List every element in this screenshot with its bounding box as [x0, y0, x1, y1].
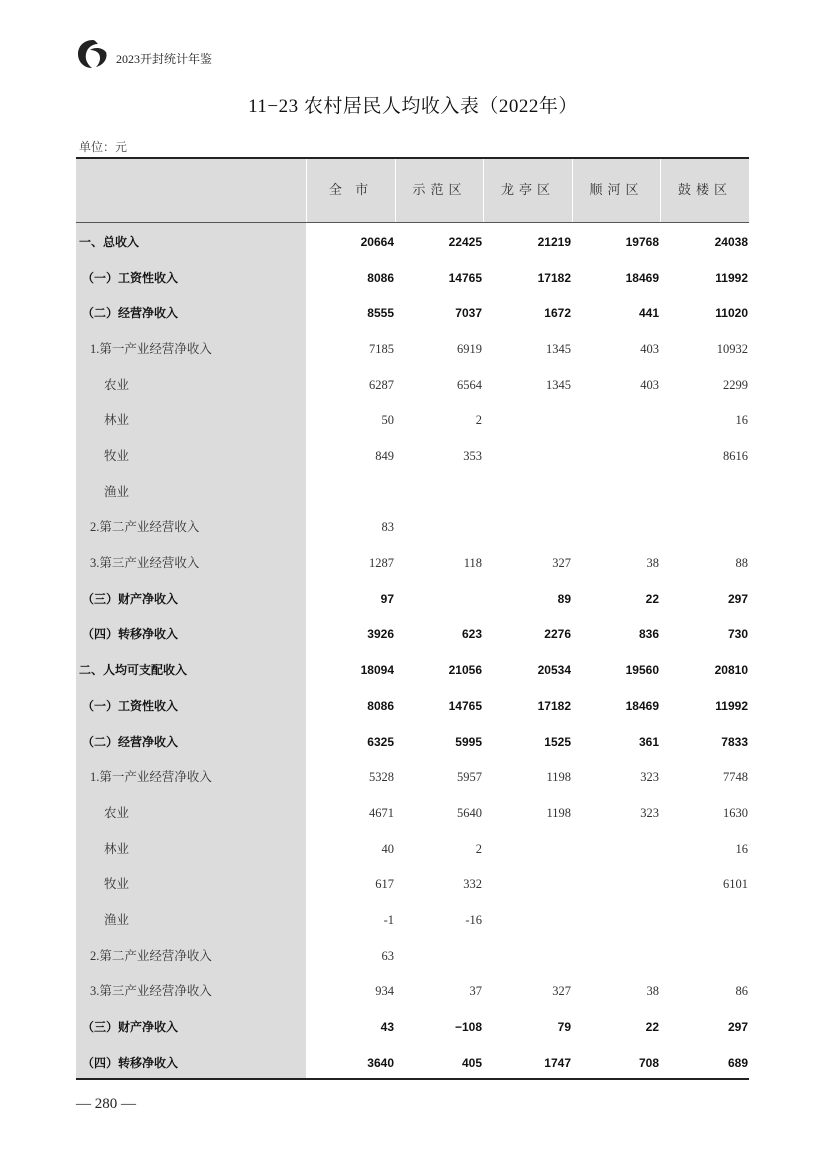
table-bottom-rule: [76, 1078, 749, 1080]
table-cell: 20534: [537, 663, 571, 678]
table-cell: 38: [646, 984, 659, 999]
row-label: 牧业: [104, 877, 130, 892]
table-cell: 22: [645, 591, 659, 606]
column-header-gulouqu: 鼓楼区: [677, 182, 732, 197]
table-cell: 2: [475, 413, 482, 428]
row-label: 1.第一产业经营净收入: [90, 770, 212, 785]
table-cell: 118: [463, 556, 482, 571]
table-cell: 8555: [367, 306, 394, 321]
table-header-rule: [76, 222, 749, 223]
table-row: [76, 268, 749, 288]
table-cell: 43: [380, 1019, 394, 1034]
row-label-column-background: [76, 158, 306, 1078]
table-cell: 19560: [625, 663, 659, 678]
row-label: （二）经营净收入: [82, 306, 179, 321]
table-cell: 11992: [715, 698, 748, 713]
table-row: [76, 410, 749, 430]
row-label: 牧业: [104, 449, 130, 464]
yearbook-logo-icon: [76, 38, 110, 70]
table-row: [76, 589, 749, 609]
table-row: [76, 517, 749, 537]
table-cell: 6564: [457, 377, 482, 392]
table-cell: 4671: [369, 805, 394, 820]
book-title: 2023开封统计年鉴: [116, 52, 213, 66]
table-cell: 708: [638, 1055, 659, 1070]
table-cell: 2: [475, 841, 482, 856]
table-cell: 7748: [723, 770, 748, 785]
row-label: （四）转移净收入: [82, 627, 179, 642]
table-cell: 8616: [723, 449, 748, 464]
table-cell: 24038: [714, 235, 748, 249]
table-cell: 5640: [457, 805, 482, 820]
table-row: [76, 482, 749, 502]
table-row: [76, 553, 749, 573]
table-row: [76, 981, 749, 1001]
row-label: 林业: [104, 841, 130, 856]
page-number: — 280 —: [76, 1096, 136, 1112]
table-cell: 7185: [369, 342, 394, 357]
table-cell: 16: [735, 841, 748, 856]
row-label: （一）工资性收入: [82, 698, 179, 713]
table-row: [76, 232, 749, 252]
table-cell: 20664: [360, 235, 394, 249]
table-cell: 11992: [715, 270, 748, 285]
table-cell: 8086: [367, 698, 394, 713]
column-header-quanshi: 全 市: [328, 182, 374, 197]
table-cell: -1: [383, 912, 394, 927]
table-cell: 353: [463, 449, 482, 464]
table-cell: 40: [381, 841, 394, 856]
table-cell: 5328: [369, 770, 394, 785]
table-cell: 11020: [715, 306, 748, 321]
table-cell: 16: [735, 413, 748, 428]
table-cell: 405: [461, 1055, 482, 1070]
table-cell: 22425: [448, 235, 482, 249]
table-cell: 323: [640, 770, 659, 785]
table-cell: 1345: [546, 377, 571, 392]
table-cell: 18469: [625, 270, 659, 285]
table-cell: 327: [552, 984, 571, 999]
table-cell: 403: [640, 342, 659, 357]
table-cell: 6325: [367, 734, 394, 749]
row-label: （三）财产净收入: [82, 591, 179, 606]
table-cell: 97: [380, 591, 394, 606]
table-cell: 2276: [544, 627, 571, 642]
table-cell: 361: [638, 734, 659, 749]
table-cell: 5995: [455, 734, 482, 749]
table-cell: 50: [381, 413, 394, 428]
table-cell: 327: [552, 556, 571, 571]
table-cell: 297: [727, 591, 748, 606]
table-cell: 849: [375, 449, 394, 464]
table-row: [76, 767, 749, 787]
table-row: [76, 303, 749, 323]
table-cell: 297: [727, 1019, 748, 1034]
table-row: [76, 624, 749, 644]
table-row: [76, 1053, 749, 1073]
table-cell: 6919: [457, 342, 482, 357]
table-cell: 1672: [544, 306, 571, 321]
table-cell: 2299: [723, 377, 748, 392]
row-label: 农业: [104, 805, 130, 820]
table-cell: 21056: [448, 663, 482, 678]
row-label: 渔业: [104, 484, 130, 499]
table-cell: 14765: [448, 698, 482, 713]
table-cell: 1630: [723, 805, 748, 820]
row-label: 1.第一产业经营净收入: [90, 342, 212, 357]
table-cell: 3640: [367, 1055, 394, 1070]
table-cell: 689: [727, 1055, 748, 1070]
table-cell: 1525: [544, 734, 571, 749]
row-label: 2.第二产业经营收入: [90, 520, 200, 535]
table-cell: 441: [638, 306, 659, 321]
table-row: [76, 910, 749, 930]
table-cell: 37: [469, 984, 482, 999]
table-cell: 1345: [546, 342, 571, 357]
row-label: 林业: [104, 413, 130, 428]
table-cell: 18094: [360, 663, 394, 678]
table-cell: 1198: [546, 770, 571, 785]
table-cell: 836: [638, 627, 659, 642]
table-row: [76, 1017, 749, 1037]
table-row: [76, 803, 749, 823]
table-cell: 5957: [457, 770, 482, 785]
table-cell: 20810: [714, 663, 748, 678]
table-row: [76, 696, 749, 716]
table-cell: 10932: [716, 342, 748, 357]
table-row: [76, 660, 749, 680]
table-cell: 21219: [537, 235, 571, 249]
table-cell: 332: [463, 877, 482, 892]
table-cell: 14765: [448, 270, 482, 285]
table-cell: 8086: [367, 270, 394, 285]
row-label: 3.第三产业经营收入: [90, 556, 200, 571]
column-header-longtingqu: 龙亭区: [500, 182, 555, 197]
row-label: 农业: [104, 377, 130, 392]
table-cell: 1747: [544, 1055, 571, 1070]
table-cell: 88: [735, 556, 748, 571]
row-label: （二）经营净收入: [82, 734, 179, 749]
table-cell: 3926: [367, 627, 394, 642]
table-cell: -16: [465, 912, 482, 927]
table-cell: 623: [461, 627, 482, 642]
table-cell: −108: [454, 1019, 482, 1034]
table-row: [76, 732, 749, 752]
column-header-shunhequ: 顺河区: [589, 182, 644, 197]
table-cell: 22: [645, 1019, 659, 1034]
table-cell: 19768: [625, 235, 659, 249]
table-cell: 79: [557, 1019, 571, 1034]
table-cell: 38: [646, 556, 659, 571]
table-row: [76, 874, 749, 894]
table-cell: 617: [375, 877, 394, 892]
page-title: 11−23 农村居民人均收入表（2022年）: [248, 96, 578, 117]
column-header-shifanqu: 示范区: [412, 182, 467, 197]
table-row: [76, 946, 749, 966]
table-cell: 18469: [625, 698, 659, 713]
table-cell: 323: [640, 805, 659, 820]
row-label: 二、人均可支配收入: [79, 663, 188, 678]
table-cell: 17182: [537, 270, 571, 285]
table-cell: 934: [375, 984, 394, 999]
table-row: [76, 339, 749, 359]
table-cell: 6101: [723, 877, 748, 892]
table-cell: 17182: [537, 698, 571, 713]
unit-label: 单位：元: [79, 140, 128, 154]
table-cell: 63: [381, 948, 394, 963]
row-label: 2.第二产业经营净收入: [90, 948, 212, 963]
table-cell: 1287: [369, 556, 394, 571]
row-label: （三）财产净收入: [82, 1019, 179, 1034]
table-cell: 1198: [546, 805, 571, 820]
table-cell: 730: [727, 627, 748, 642]
table-row: [76, 446, 749, 466]
row-label: 一、总收入: [79, 235, 140, 249]
row-label: 渔业: [104, 912, 130, 927]
table-cell: 7833: [721, 734, 748, 749]
table-row: [76, 375, 749, 395]
row-label: （四）转移净收入: [82, 1055, 179, 1070]
row-label: （一）工资性收入: [82, 270, 179, 285]
table-row: [76, 839, 749, 859]
table-cell: 6287: [369, 377, 394, 392]
row-label: 3.第三产业经营净收入: [90, 984, 212, 999]
table-cell: 83: [381, 520, 394, 535]
table-cell: 403: [640, 377, 659, 392]
table-cell: 7037: [455, 306, 482, 321]
table-cell: 86: [735, 984, 748, 999]
table-cell: 89: [557, 591, 571, 606]
